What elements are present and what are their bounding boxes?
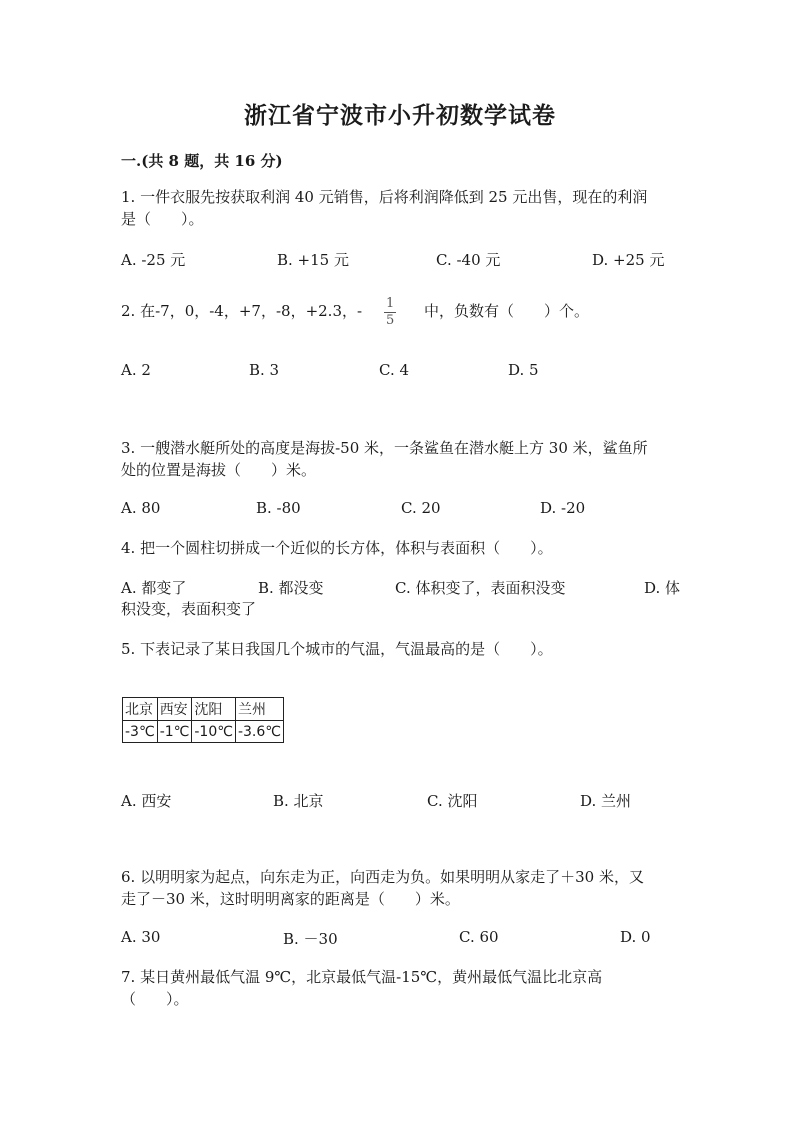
- question-6-text-line1: 6. 以明明家为起点，向东走为正，向西走为负。如果明明从家走了＋30 米，又: [121, 868, 644, 886]
- question-4-option-d-wrap: 积没变，表面积变了: [121, 600, 257, 618]
- question-4-text-line1: 4. 把一个圆柱切拼成一个近似的长方体，体积与表面积（ ）。: [121, 539, 553, 557]
- question-4-option-c: C. 体积变了，表面积没变: [395, 579, 566, 597]
- table-cell-temp: -10℃: [192, 721, 236, 743]
- question-5-option-b: B. 北京: [273, 792, 324, 810]
- table-cell-city: 北京: [123, 698, 158, 721]
- temperature-table: [122, 697, 284, 743]
- table-cell-city: 西安: [157, 698, 192, 721]
- section-heading: 一.(共 8 题，共 16 分): [121, 152, 283, 170]
- question-2-option-a: A. 2: [121, 361, 151, 379]
- question-6-option-a: A. 30: [121, 928, 161, 946]
- table-cell-city: 沈阳: [192, 698, 236, 721]
- table-cell-temp: -1℃: [157, 721, 192, 743]
- question-2-option-c: C. 4: [379, 361, 410, 379]
- question-2-option-b: B. 3: [249, 361, 280, 379]
- table-row: [123, 721, 284, 743]
- question-5-option-a: A. 西安: [121, 792, 172, 810]
- table-cell-city: 兰州: [235, 698, 283, 721]
- question-5-option-d: D. 兰州: [580, 792, 632, 810]
- question-1-option-c: C. -40 元: [436, 251, 501, 269]
- question-6-option-b: B. －30: [283, 930, 338, 948]
- table-cell-temp: -3.6℃: [235, 721, 283, 743]
- question-3-text-line2: 处的位置是海拔（ ）米。: [121, 461, 317, 479]
- question-6-option-c: C. 60: [459, 928, 499, 946]
- question-1-option-a: A. -25 元: [121, 251, 186, 269]
- fraction-numerator: 1: [386, 296, 395, 311]
- table-cell-temp: -3℃: [123, 721, 158, 743]
- fraction-denominator: 5: [386, 313, 395, 328]
- question-7-text-line2: （ ）。: [121, 990, 189, 1008]
- question-3-option-c: C. 20: [401, 499, 441, 517]
- question-6-text-line2: 走了－30 米，这时明明离家的距离是（ ）米。: [121, 890, 460, 908]
- question-5-text-line1: 5. 下表记录了某日我国几个城市的气温，气温最高的是（ ）。: [121, 640, 553, 658]
- question-2-text-prefix: 2. 在-7，0，-4，+7，-8，+2.3，-: [121, 302, 363, 320]
- page-title: 浙江省宁波市小升初数学试卷: [244, 102, 556, 129]
- question-3-text-line1: 3. 一艘潜水艇所处的高度是海拔-50 米，一条鲨鱼在潜水艇上方 30 米，鲨鱼所: [121, 439, 648, 457]
- question-2-fraction: [384, 296, 396, 329]
- question-1-text-line2: 是（ ）。: [121, 210, 204, 228]
- question-4-option-b: B. 都没变: [258, 579, 324, 597]
- question-1-option-b: B. +15 元: [277, 251, 349, 269]
- question-3-option-a: A. 80: [121, 499, 161, 517]
- table-row: [123, 698, 284, 721]
- question-6-option-d: D. 0: [620, 928, 651, 946]
- question-1-text-line1: 1. 一件衣服先按获取利润 40 元销售，后将利润降低到 25 元出售，现在的利润: [121, 188, 648, 206]
- question-3-option-b: B. -80: [256, 499, 301, 517]
- question-7-text-line1: 7. 某日黄州最低气温 9℃，北京最低气温-15℃，黄州最低气温比北京高: [121, 968, 603, 986]
- question-4-option-a: A. 都变了: [121, 579, 187, 597]
- question-4-option-d: D. 体: [644, 579, 681, 597]
- question-2-text-suffix: 中，负数有（ ）个。: [424, 302, 590, 320]
- question-1-option-d: D. +25 元: [592, 251, 665, 269]
- question-3-option-d: D. -20: [540, 499, 586, 517]
- question-2-option-d: D. 5: [508, 361, 539, 379]
- question-5-option-c: C. 沈阳: [427, 792, 478, 810]
